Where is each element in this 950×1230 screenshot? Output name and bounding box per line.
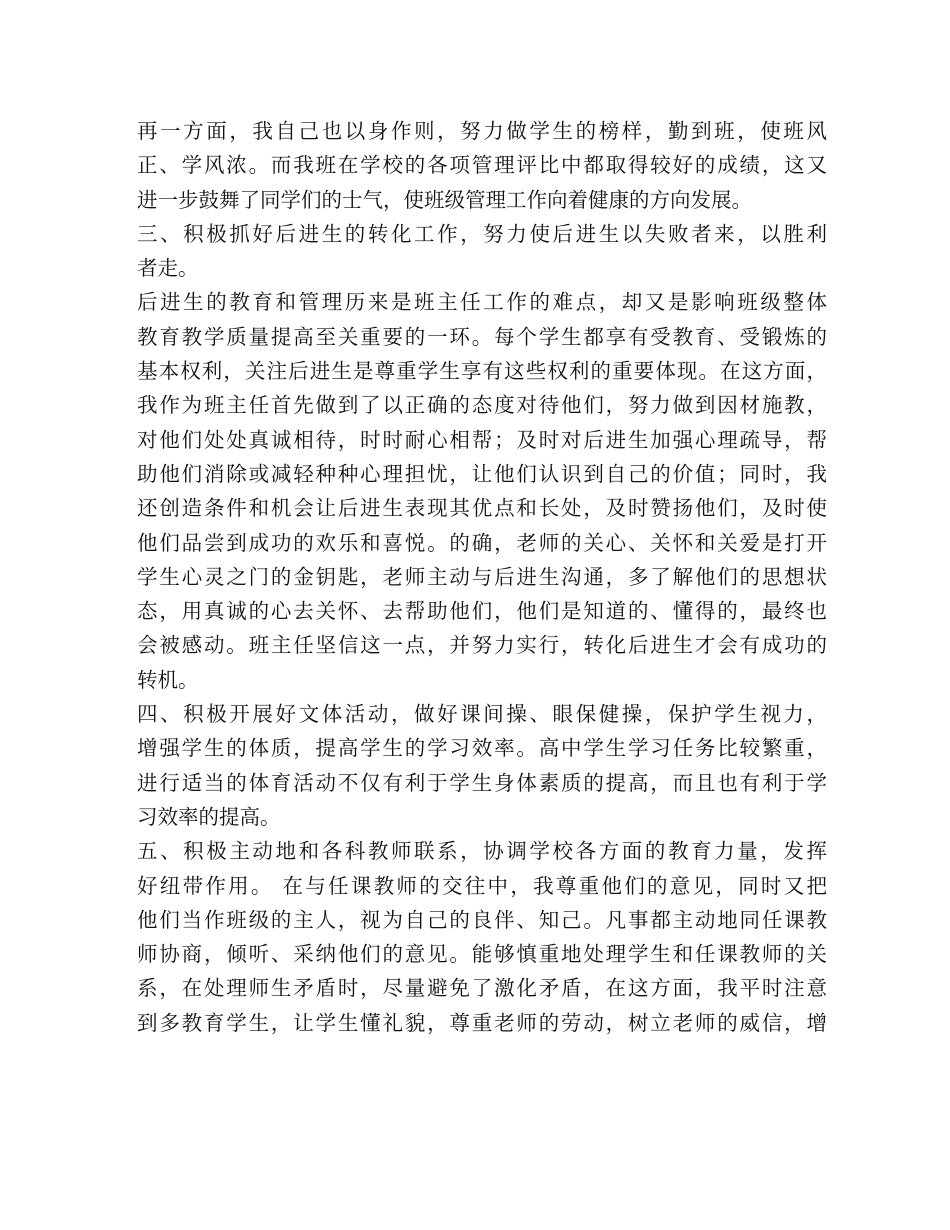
text-line: 正、学风浓。而我班在学校的各项管理评比中都取得较好的成绩，这又 bbox=[137, 153, 827, 178]
text-line: 师协商，倾听、采纳他们的意见。能够慎重地处理学生和任课教师的关 bbox=[137, 942, 827, 967]
text-line: 基本权利，关注后进生是尊重学生享有这些权利的重要体现。在这方面， bbox=[137, 359, 827, 384]
text-line: 四、积极开展好文体活动，做好课间操、眼保健操，保护学生视力， bbox=[137, 702, 827, 727]
document-body bbox=[137, 114, 827, 1040]
text-line: 态，用真诚的心去关怀、去帮助他们，他们是知道的、懂得的，最终也 bbox=[137, 599, 827, 624]
text-line: 增强学生的体质，提高学生的学习效率。高中学生学习任务比较繁重， bbox=[137, 736, 827, 761]
text-line: 我作为班主任首先做到了以正确的态度对待他们，努力做到因材施教， bbox=[137, 393, 827, 418]
text-line: 三、积极抓好后进生的转化工作，努力使后进生以失败者来，以胜利 bbox=[137, 221, 827, 246]
text-line: 会被感动。班主任坚信这一点，并努力实行，转化后进生才会有成功的 bbox=[137, 633, 827, 658]
text-line: 系，在处理师生矛盾时，尽量避免了激化矛盾，在这方面，我平时注意 bbox=[137, 976, 827, 1001]
text-line: 到多教育学生，让学生懂礼貌，尊重老师的劳动，树立老师的威信，增 bbox=[137, 1010, 827, 1035]
text-line: 学生心灵之门的金钥匙，老师主动与后进生沟通，多了解他们的思想状 bbox=[137, 564, 827, 589]
text-line: 后进生的教育和管理历来是班主任工作的难点，却又是影响班级整体 bbox=[137, 290, 827, 315]
text-line: 对他们处处真诚相待，时时耐心相帮；及时对后进生加强心理疏导，帮 bbox=[137, 427, 827, 452]
text-line: 习效率的提高。 bbox=[137, 804, 281, 829]
text-line: 他们当作班级的主人，视为自己的良伴、知己。凡事都主动地同任课教 bbox=[137, 907, 827, 932]
text-line: 教育教学质量提高至关重要的一环。每个学生都享有受教育、受锻炼的 bbox=[137, 324, 827, 349]
text-line: 进一步鼓舞了同学们的士气，使班级管理工作向着健康的方向发展。 bbox=[137, 187, 752, 212]
text-line: 他们品尝到成功的欢乐和喜悦。的确，老师的关心、关怀和关爱是打开 bbox=[137, 530, 827, 555]
text-line: 进行适当的体育活动不仅有利于学生身体素质的提高，而且也有利于学 bbox=[137, 770, 827, 795]
text-line: 五、积极主动地和各科教师联系，协调学校各方面的教育力量，发挥 bbox=[137, 839, 827, 864]
text-line: 好纽带作用。 在与任课教师的交往中，我尊重他们的意见，同时又把 bbox=[137, 873, 827, 898]
text-line: 还创造条件和机会让后进生表现其优点和长处，及时赞扬他们，及时使 bbox=[137, 496, 827, 521]
text-line: 再一方面，我自己也以身作则，努力做学生的榜样，勤到班，使班风 bbox=[137, 119, 827, 143]
text-line: 转机。 bbox=[137, 667, 199, 692]
text-line: 者走。 bbox=[137, 256, 199, 281]
text-line: 助他们消除或减轻种种心理担忧，让他们认识到自己的价值；同时，我 bbox=[137, 461, 827, 486]
